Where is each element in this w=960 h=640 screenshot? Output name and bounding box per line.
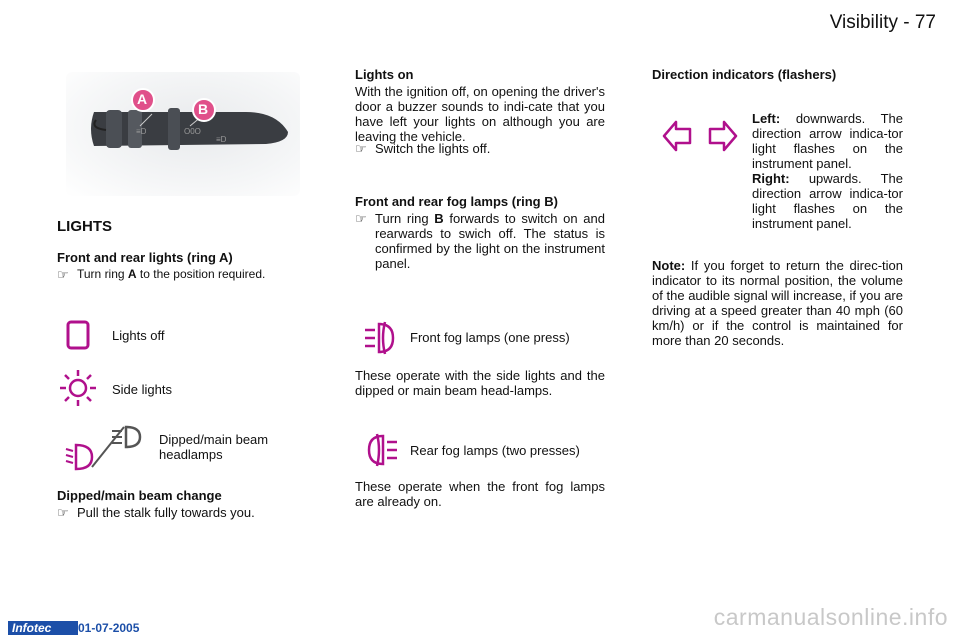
infotec-logo: Infotec xyxy=(8,621,78,635)
ring-b-badge: B xyxy=(198,101,209,117)
front-rear-lights-instruction: ☞ Turn ring A to the position required. xyxy=(57,267,266,282)
indicator-note: Note: If you forget to return the direc-tion indicator to its normal position, the volume of the audible signal will increase, if you are driving at a speed greater than 40 mph (60 km/h) or if the control is maintained for more than 20 seconds. xyxy=(652,258,903,348)
pointing-hand-icon: ☞ xyxy=(355,141,367,156)
left-indicator-text: Left: downwards. The direction arrow indica-tor light flashes on the instrument panel. xyxy=(752,111,903,171)
fog-lamps-instruction: ☞ Turn ring B forwards to switch on and rearwards to swich off. The status is confirmed by the light on the instrument panel. xyxy=(355,211,605,271)
lights-on-body: With the ignition off, on opening the driver's door a buzzer sounds to indi-cate that you have left your lights on although you are leaving the vehicle. xyxy=(355,84,605,144)
light-stalk-illustration xyxy=(66,72,300,196)
footer-date: 01-07-2005 xyxy=(78,621,140,635)
pointing-hand-icon: ☞ xyxy=(57,505,69,520)
light-stalk-photo xyxy=(66,72,300,196)
lights-off-icon xyxy=(64,318,94,359)
dipped-main-beam-icon xyxy=(64,423,148,476)
side-lights-label: Side lights xyxy=(112,382,172,397)
front-fog-lamp-label: Front fog lamps (one press) xyxy=(410,330,570,345)
front-fog-lamp-description: These operate with the side lights and the dipped or main beam head-lamps. xyxy=(355,368,605,398)
svg-text:O0O: O0O xyxy=(184,127,201,136)
svg-text:≡D: ≡D xyxy=(216,135,227,144)
pointing-hand-icon: ☞ xyxy=(57,267,69,282)
lights-on-instruction: ☞ Switch the lights off. xyxy=(355,141,491,156)
dipped-main-change-instruction: ☞ Pull the stalk fully towards you. xyxy=(57,505,255,520)
rear-fog-lamp-icon xyxy=(361,432,401,473)
lights-off-label: Lights off xyxy=(112,328,165,343)
side-lights-icon xyxy=(58,368,98,413)
rear-fog-lamp-label: Rear fog lamps (two presses) xyxy=(410,443,580,458)
lights-section-title: LIGHTS xyxy=(57,218,112,235)
page-title: Visibility - 77 xyxy=(829,12,936,33)
front-rear-lights-heading: Front and rear lights (ring A) xyxy=(57,250,233,265)
watermark: carmanualsonline.info xyxy=(713,604,948,630)
direction-indicators-heading: Direction indicators (flashers) xyxy=(652,67,837,82)
fog-lamps-heading: Front and rear fog lamps (ring B) xyxy=(355,194,558,209)
lights-on-heading: Lights on xyxy=(355,67,414,82)
direction-arrows-icon xyxy=(660,118,740,159)
right-indicator-text: Right: upwards. The direction arrow indica-tor light flashes on the instrument panel. xyxy=(752,171,903,231)
dipped-main-change-heading: Dipped/main beam change xyxy=(57,488,222,503)
rear-fog-lamp-description: These operate when the front fog lamps are already on. xyxy=(355,479,605,509)
front-fog-lamp-icon xyxy=(361,320,401,361)
pointing-hand-icon: ☞ xyxy=(355,211,367,226)
ring-a-badge: A xyxy=(137,91,148,107)
dipped-main-beam-label: Dipped/main beam headlamps xyxy=(159,432,269,462)
svg-text:≡D: ≡D xyxy=(136,127,147,136)
